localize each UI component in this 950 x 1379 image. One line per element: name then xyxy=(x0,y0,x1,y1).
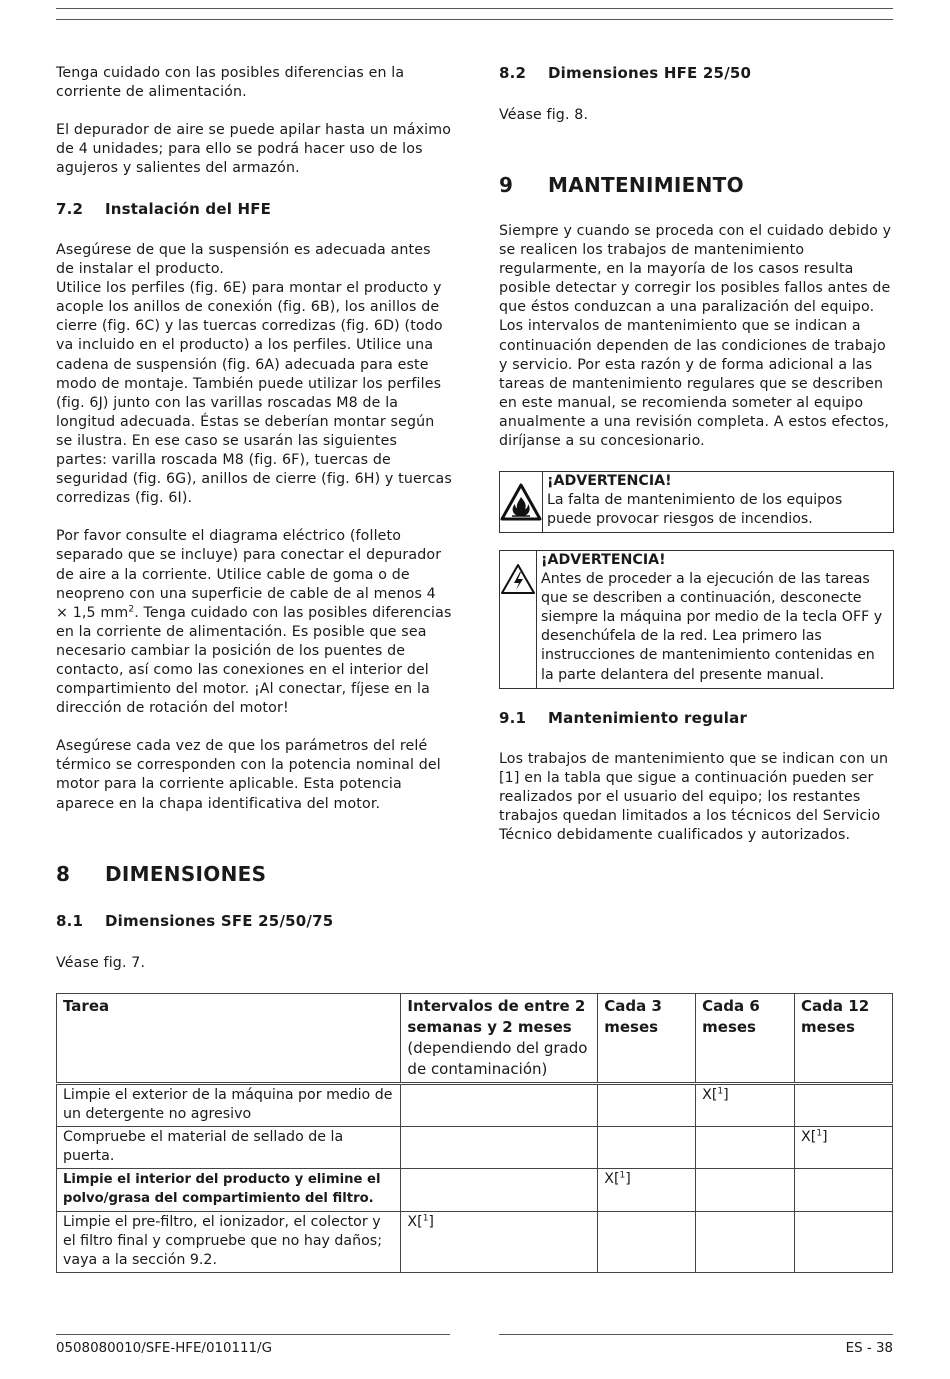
section-8-2-heading: 8.2 Dimensiones HFE 25/50 xyxy=(499,64,752,82)
left-column-top xyxy=(56,64,452,197)
paragraph: Asegúrese de que la suspensión es adecuada antes de instalar el producto. xyxy=(56,242,431,278)
task-cell: Limpie el pre-filtro, el ionizador, el colector y el filtro final y compruebe que no hay daños; vaya a la sección 9.2. xyxy=(57,1211,401,1272)
header-every-3-months: Cada 3 meses xyxy=(598,994,696,1084)
interval-mark: X[$^1$] xyxy=(401,1211,598,1272)
section-8-2-text: Véase fig. 8. xyxy=(499,107,589,123)
paragraph: Siempre y cuando se proceda con el cuidado debido y se realicen los trabajos de mantenimiento regularmente, en la mayoría de los casos resulta posible detectar y corregir los posibles fallos antes de que éstos conduzcan a una paralización del equipo. Los intervalos de mantenimiento que se indican a continuación dependen de las condiciones de trabajo y servicio. Por esta razón y de forma adicional a las tareas de mantenimiento regulares que se describen en este manual, se recomienda someter al equipo anualmente a una revisión completa. A estos efectos, diríjanse a su concesionario. xyxy=(499,223,892,450)
section-8-1-heading: 8.1 Dimensiones SFE 25/50/75 xyxy=(56,912,334,930)
footer-doc-code: 0508080010/SFE-HFE/010111/G xyxy=(56,1341,272,1356)
fire-warning-icon xyxy=(500,472,543,532)
table-row xyxy=(57,1211,893,1272)
task-cell: Limpie el interior del producto y elimine el polvo/grasa del compartimiento del filtro. xyxy=(57,1169,401,1211)
header-interval: Intervalos de entre 2 semanas y 2 meses (dependiendo del grado de contaminación) xyxy=(401,994,598,1084)
section-9-heading: 9 MANTENIMIENTO xyxy=(499,173,744,197)
left-column-body xyxy=(56,241,452,833)
paragraph: Asegúrese cada vez de que los parámetros del relé térmico se corresponden con la potencia nominal del motor para la corriente aplicable. Esta potencia aparece en la chapa identificativa del motor. xyxy=(56,738,441,812)
warning-title: ¡ADVERTENCIA! xyxy=(547,473,672,489)
table-row xyxy=(57,1169,893,1211)
task-cell: Limpie el exterior de la máquina por medio de un detergente no agresivo xyxy=(57,1084,401,1127)
paragraph: Utilice los perfiles (fig. 6E) para montar el producto y acople los anillos de conexión (fig. 6B), los anillos de cierre (fig. 6C) y las tuercas corredizas (fig. 6D) (todo va incluido en el producto) a los perfiles. Utilice una cadena de suspensión (fig. 6A) adecuada para este modo de montaje. También puede utilizar los perfiles (fig. 6J) junto con las varillas roscadas M8 de la longitud adecuada. Éstas se deberían montar según se ilustra. En ese caso se usarán las siguientes partes: varilla roscada M8 (fig. 6F), tuercas de seguridad (fig. 6G), anillos de cierre (fig. 6H) y tuercas corredizas (fig. 6I). xyxy=(56,280,452,507)
warning-text: Antes de proceder a la ejecución de las tareas que se describen a continuación, desconecte siempre la máquina por medio de la tecla OFF y desenchúfela de la red. Lea primero las instrucciones de mantenimiento contenidas en la parte delantera del presente manual. xyxy=(541,571,883,683)
interval-mark: X[$^1$] xyxy=(696,1084,795,1127)
warning-box-fire xyxy=(499,471,894,533)
maintenance-table xyxy=(56,993,893,1273)
table-header-row xyxy=(57,994,893,1084)
header-task: Tarea xyxy=(57,994,401,1084)
paragraph: El depurador de aire se puede apilar hasta un máximo de 4 unidades; para ello se podrá hacer uso de los agujeros y salientes del armazón. xyxy=(56,122,452,177)
footer-page-number: ES - 38 xyxy=(845,1341,893,1356)
paragraph: Tenga cuidado con las posibles diferencias en la corriente de alimentación. xyxy=(56,65,405,101)
header-every-6-months: Cada 6 meses xyxy=(696,994,795,1084)
section-9-intro xyxy=(499,222,893,470)
table-row xyxy=(57,1084,893,1127)
section-9-1-text xyxy=(499,750,893,864)
paragraph: Los trabajos de mantenimiento que se indican con un [1] en la tabla que sigue a continuación pueden ser realizados por el usuario del equipo; los restantes trabajos quedan limitados a los técnicos del Servicio Técnico debidamente cualificados y autorizados. xyxy=(499,751,889,844)
interval-mark: X[$^1$] xyxy=(795,1127,893,1169)
section-8-1-text: Véase fig. 7. xyxy=(56,955,146,971)
footer-rule-left xyxy=(56,1334,450,1335)
warning-text: La falta de mantenimiento de los equipos puede provocar riesgos de incendios. xyxy=(547,492,843,528)
section-9-1-heading: 9.1 Mantenimiento regular xyxy=(499,709,748,727)
warning-box-electrical xyxy=(499,550,894,689)
header-rule-bottom xyxy=(56,19,893,20)
section-8-heading: 8 DIMENSIONES xyxy=(56,862,267,886)
electrical-warning-icon xyxy=(500,551,537,688)
table-row xyxy=(57,1127,893,1169)
header-rule-top xyxy=(56,8,893,9)
section-7-2-heading: 7.2 Instalación del HFE xyxy=(56,200,272,218)
task-cell: Compruebe el material de sellado de la puerta. xyxy=(57,1127,401,1169)
warning-title: ¡ADVERTENCIA! xyxy=(541,552,666,568)
footer-rule-right xyxy=(499,1334,893,1335)
paragraph: Por favor consulte el diagrama eléctrico (folleto separado que se incluye) para conectar el depurador de aire a la corriente. Utilice cable de goma o de neopreno con una superficie de cable de al menos 4 × 1,5 $mm^2$. Tenga cuidado con las posibles diferencias en la corriente de alimentación. Es posible que sea necesario cambiar la posición de los puentes de contacto, así como las conexiones en el interior del compartimiento del motor. ¡Al conectar, fíjese en la dirección de rotación del motor! xyxy=(56,528,452,717)
header-every-12-months: Cada 12 meses xyxy=(795,994,893,1084)
interval-mark: X[$^1$] xyxy=(598,1169,696,1211)
